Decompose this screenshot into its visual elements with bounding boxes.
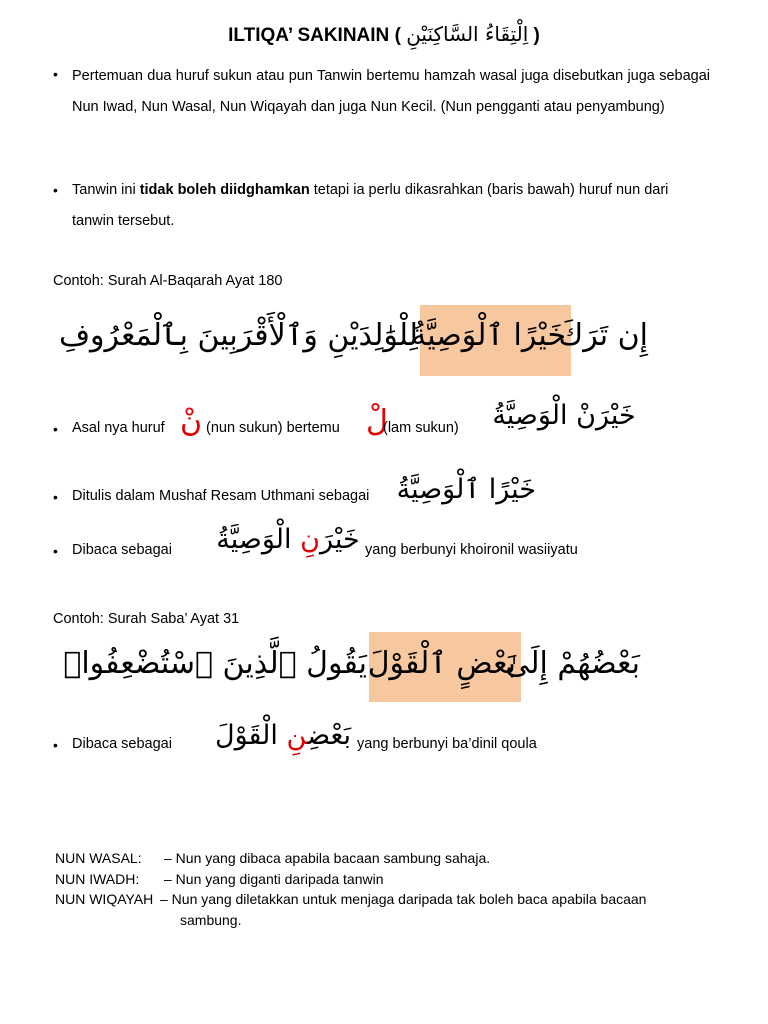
asal-lam-note: (lam sukun) [383, 420, 459, 436]
intro-point-2-bold: tidak boleh diidghamkan [139, 182, 310, 198]
verse-2-left: يَقُولُ ٱلَّذِينَ ٱسْتُضْعِفُوا۟ [63, 646, 367, 681]
example-2-heading: Contoh: Surah Saba’ Ayat 31 [53, 611, 240, 627]
title-latin: ILTIQA’ SAKINAIN [228, 25, 390, 46]
dibaca-arabic-2-b: الْقَوْلَ [214, 720, 287, 751]
definition-term: NUN WASAL: [55, 850, 142, 866]
verse-2-right: بَعْضُهُمْ إِلَىٰ [505, 646, 640, 681]
dibaca-label-2: Dibaca sebagai [72, 736, 172, 752]
dibaca-arabic-1 [210, 524, 366, 555]
dibaca-note-2: yang berbunyi ba’dinil qoula [357, 736, 537, 752]
title-arabic: اِلْتِقَاءُ السَّاكِنَيْنِ [406, 22, 529, 46]
verse-1-highlight: خَيْرًا ٱلْوَصِيَّةُ [411, 318, 566, 353]
verse-2-highlight: بَعْضٍ ٱلْقَوْلَ [367, 646, 516, 681]
definition-term: NUN IWADH: [55, 871, 140, 887]
ditulis-label: Ditulis dalam Mushaf Resam Uthmani sebagai [72, 488, 370, 504]
title-paren-close: ) [528, 25, 540, 46]
bullet-dot: • [53, 421, 58, 437]
definition-term: NUN WIQAYAH [55, 891, 154, 907]
dibaca-arabic-2-a: بَعْضِ [307, 720, 352, 751]
verse-1-right: إِن تَرَكَ [558, 318, 648, 353]
lam-sukun-glyph: لْ [366, 404, 388, 439]
dibaca-note-1: yang berbunyi khoironil wasiiyatu [365, 542, 578, 558]
nun-sukun-glyph: نْ [180, 404, 203, 439]
asal-label: Asal nya huruf [72, 420, 165, 436]
definition-desc-continued: sambung. [180, 912, 242, 928]
dibaca-arabic-1-nun: نِ [300, 524, 320, 555]
dibaca-arabic-1-b: الْوَصِيَّةُ [216, 524, 301, 555]
bullet-dot: • [53, 489, 58, 505]
dibaca-label-1: Dibaca sebagai [72, 542, 172, 558]
bullet-dot: • [53, 182, 58, 198]
definition-desc: – Nun yang dibaca apabila bacaan sambung sahaja. [164, 850, 491, 866]
asal-nun-note: (nun sukun) bertemu [206, 420, 340, 436]
page-title [0, 22, 768, 47]
intro-point-2 [72, 175, 692, 237]
intro-point-1: Pertemuan dua huruf sukun atau pun Tanwin bertemu hamzah wasal juga disebutkan juga sebagai Nun Iwad, Nun Wasal, Nun Wiqayah dan juga Nun Kecil. (Nun pengganti atau penyambung) [72, 68, 710, 115]
title-paren-open: ( [389, 25, 407, 46]
definition-desc: – Nun yang diletakkan untuk menjaga daripada tak boleh baca apabila bacaan [160, 891, 647, 907]
definition-desc: – Nun yang diganti daripada tanwin [164, 871, 384, 887]
intro-point-2-post: tetapi ia perlu dikasrahkan (baris bawah) huruf nun dari tanwin tersebut. [72, 182, 669, 229]
intro-point-2-pre: Tanwin ini [72, 182, 140, 198]
bullet-dot: • [53, 737, 58, 753]
bullet-dot: • [53, 543, 58, 559]
example-1-heading: Contoh: Surah Al-Baqarah Ayat 180 [53, 273, 283, 289]
ditulis-arabic: خَيْرًا ٱلْوَصِيَّةُ [396, 474, 536, 505]
asal-arabic: خَيْرَنْ الْوَصِيَّةُ [492, 400, 636, 431]
dibaca-arabic-2 [208, 720, 358, 751]
dibaca-arabic-2-nun: نِ [286, 720, 308, 751]
bullet-dot: • [53, 66, 58, 82]
verse-1-left: لِلْوَٰلِدَيْنِ وَٱلْأَقْرَبِينَ بِٱلْمَعْرُوفِ [58, 318, 418, 353]
dibaca-arabic-1-a: خَيْرَ [319, 524, 360, 555]
